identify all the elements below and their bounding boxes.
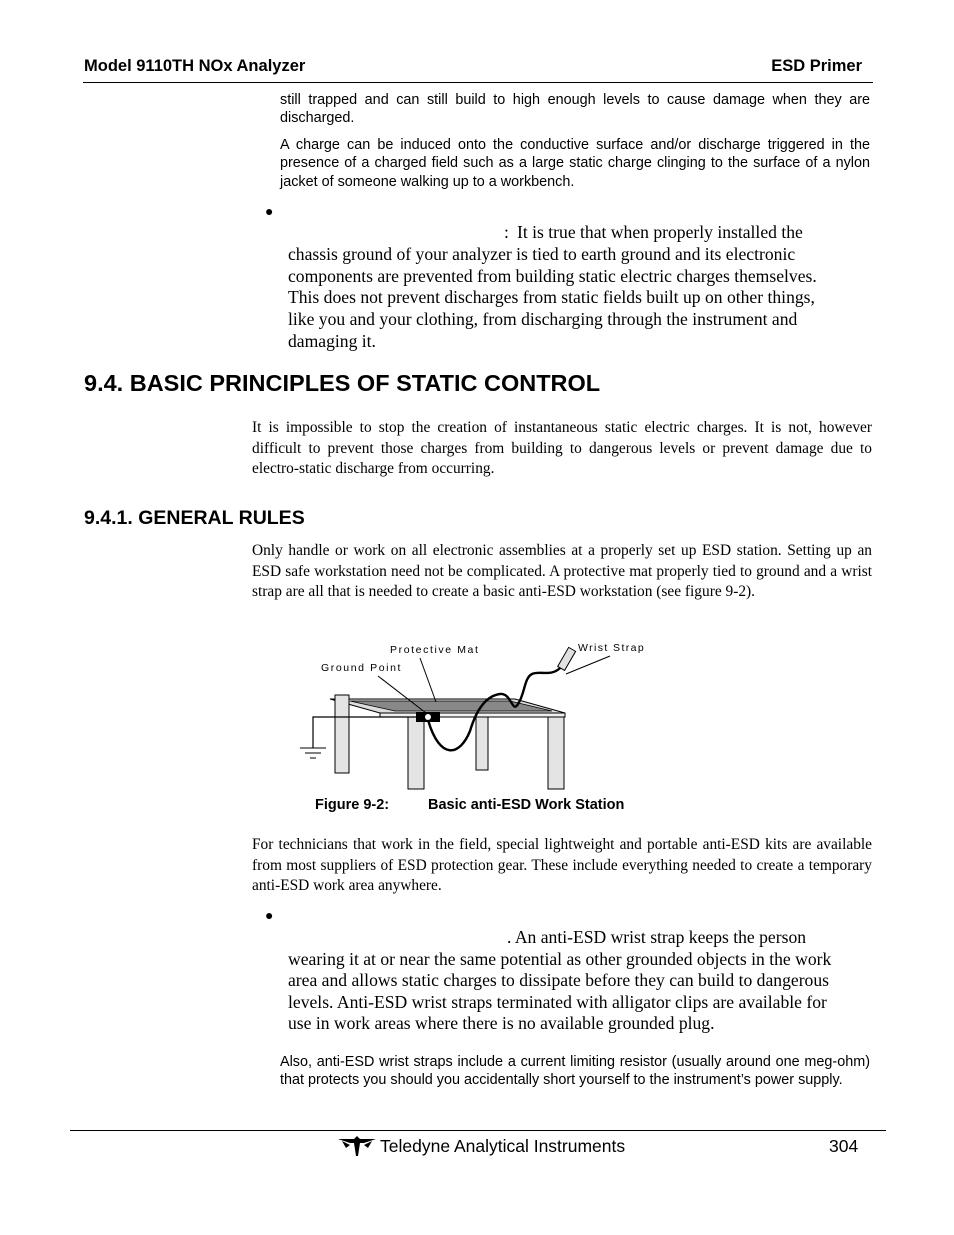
bullet-1-line-3: components are prevented from building static electric charges themselves. xyxy=(288,266,817,286)
table-icon xyxy=(330,695,565,789)
bullet-1-line-4: This does not prevent discharges from static fields built up on other things, xyxy=(288,287,815,307)
bullet-2-line-1: . An anti-ESD wrist strap keeps the person xyxy=(507,927,807,947)
bullet-2-line-5: use in work areas where there is no available grounded plug. xyxy=(288,1013,715,1033)
bullet-1-line-1: It is true that when properly installed the xyxy=(517,222,803,242)
bullet-1-line-6: damaging it. xyxy=(288,331,376,351)
intro-paragraph-2: A charge can be induced onto the conductive surface and/or discharge triggered in the presence of a charged field such as a large static charge clinging to the surface of a nylon jacket of someone walking up to a workbench. xyxy=(280,137,870,190)
section-heading: 9.4. BASIC PRINCIPLES OF STATIC CONTROL xyxy=(84,370,601,396)
footer-rule xyxy=(70,1130,886,1131)
teledyne-logo-icon xyxy=(338,1136,376,1156)
esd-workstation-figure xyxy=(290,636,670,796)
running-header-section: ESD Primer xyxy=(771,57,862,75)
subsection-heading: 9.4.1. GENERAL RULES xyxy=(84,507,305,529)
bullet-2-line-4: levels. Anti-ESD wrist straps terminated with alligator clips are available for xyxy=(288,992,827,1012)
figure-number: Figure 9-2: xyxy=(315,797,390,813)
intro-paragraph-1: still trapped and can still build to high enough levels to cause damage when they are discharged. xyxy=(280,92,870,127)
section-body: It is impossible to stop the creation of instantaneous static electric charges. It is not, however difficult to prevent those charges from building to dangerous levels or prevent damage due to electro-static discharge from occurring. xyxy=(252,419,872,477)
bullet-1-line-5: like you and your clothing, from discharging through the instrument and xyxy=(288,309,798,329)
label-wrist-strap: Wrist Strap xyxy=(578,642,646,654)
resistor-paragraph: Also, anti-ESD wrist straps include a current limiting resistor (usually around one meg-ohm) that protects you should you accidentally short yourself to the instrument’s power supply. xyxy=(280,1054,870,1089)
footer-company: Teledyne Analytical Instruments xyxy=(380,1136,626,1156)
running-header-title: Model 9110TH NOx Analyzer xyxy=(84,57,306,75)
earth-ground-icon xyxy=(300,717,416,758)
subsection-body: Only handle or work on all electronic assemblies at a properly set up ESD station. Setting up an ESD safe workstation need not be complicated. A protective mat properly tied to ground and a wrist strap are all that is needed to create a basic anti-ESD workstation (see figure 9-2). xyxy=(252,542,872,600)
bullet-1-colon: : xyxy=(504,222,509,242)
bullet-marker-2: ● xyxy=(265,909,274,924)
bullet-1-line-2: chassis ground of your analyzer is tied to earth ground and its electronic xyxy=(288,244,796,264)
label-protective-mat: Protective Mat xyxy=(390,644,480,656)
bullet-2-line-2: wearing it at or near the same potential as other grounded objects in the work xyxy=(288,949,832,969)
field-kits-paragraph: For technicians that work in the field, special lightweight and portable anti-ESD kits are available from most suppliers of ESD protection gear. These include everything needed to create a temporary anti-ESD work area anywhere. xyxy=(252,836,872,894)
label-ground-point: Ground Point xyxy=(321,662,403,674)
figure-caption: Basic anti-ESD Work Station xyxy=(428,797,625,813)
bullet-marker-1: ● xyxy=(265,205,274,220)
wrist-strap-icon xyxy=(558,647,576,670)
page-number: 304 xyxy=(829,1136,859,1156)
header-rule xyxy=(83,82,873,83)
bullet-2-line-3: area and allows static charges to dissipate before they can build to dangerous xyxy=(288,970,829,990)
